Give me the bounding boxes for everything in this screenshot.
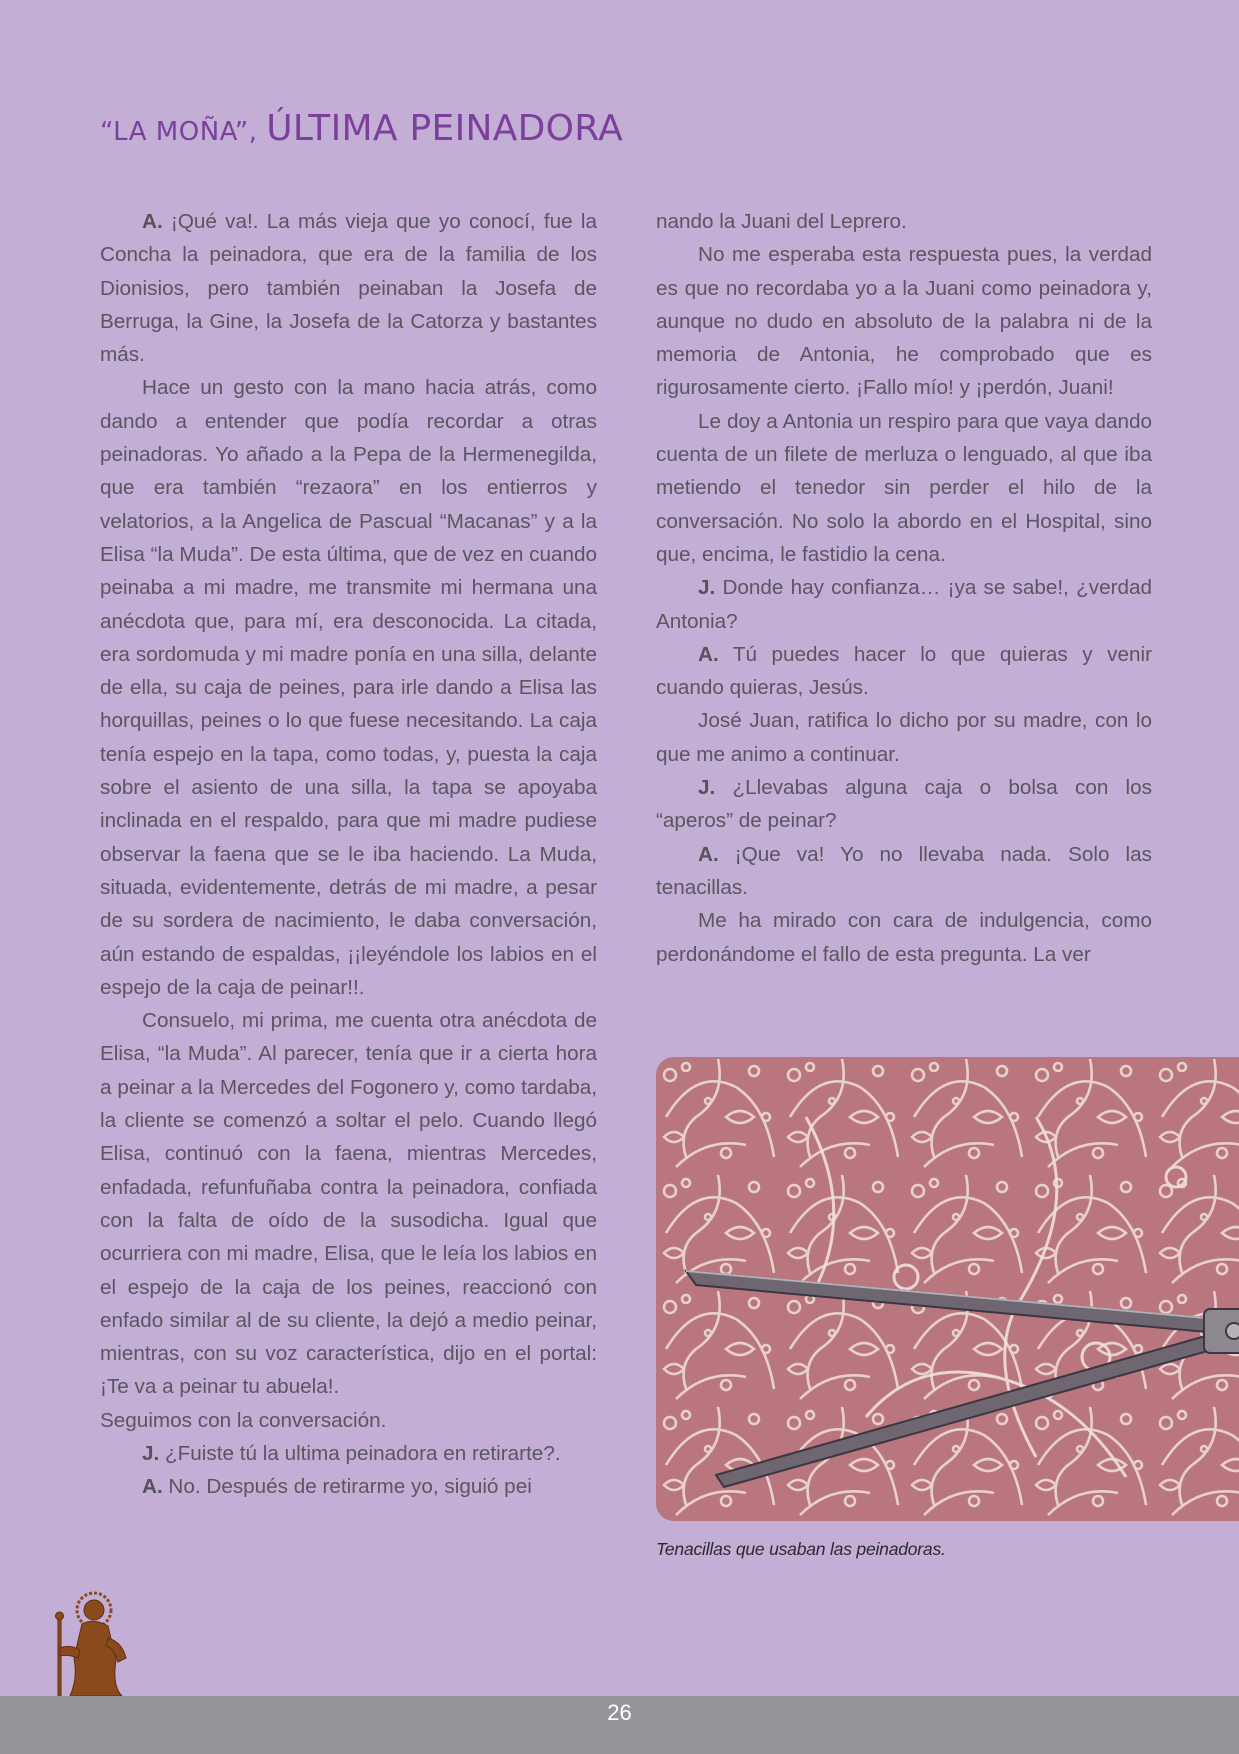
paragraph <box>656 638 1152 705</box>
speaker-label: J. <box>698 776 716 800</box>
saint-emblem-icon <box>52 1588 136 1698</box>
paragraph-text: No. Después de retirarme yo, siguió pei <box>162 1475 532 1499</box>
title-main: ÚLTIMA PEINADORA <box>266 108 624 149</box>
paragraph <box>100 371 597 1004</box>
paragraph <box>100 1470 597 1503</box>
paragraph-text: ¿Fuiste tú la ultima peinadora en retirarte?. <box>159 1441 561 1465</box>
paragraph <box>100 1004 597 1404</box>
paragraph-text: José Juan, ratifica lo dicho por su madre, con lo que me animo a continuar. <box>656 709 1152 766</box>
tenacillas-photo <box>656 1057 1239 1521</box>
paragraph <box>100 205 597 371</box>
speaker-label: A. <box>698 842 719 866</box>
speaker-label: A. <box>142 1475 163 1499</box>
paragraph-text: Donde hay confianza… ¡ya se sabe!, ¿verdad Antonia? <box>656 576 1152 633</box>
tenacillas-illustration <box>656 1057 1239 1521</box>
paragraph-text: ¿Llevabas alguna caja o bolsa con los “aperos” de peinar? <box>656 776 1152 833</box>
paragraph-text: nando la Juani del Leprero. <box>656 210 907 233</box>
paragraph-text: Le doy a Antonia un respiro para que vaya dando cuenta de un filete de merluza o lenguado, al que iba metiendo el tenedor sin perder el hilo de la conversación. No solo la abordo en el Hospital, sino que, encima, le fastidio la cena. <box>656 409 1152 566</box>
paragraph <box>656 704 1152 771</box>
paragraph-text: ¡Qué va!. La más vieja que yo conocí, fue la Concha la peinadora, que era de la familia de los Dionisios, pero también peinaban la Josefa de Berruga, la Gine, la Josefa de la Catorza y bastantes más. <box>100 210 597 367</box>
paragraph <box>656 571 1152 638</box>
paragraph-text: Consuelo, mi prima, me cuenta otra anécdota de Elisa, “la Muda”. Al parecer, tenía que ir a cierta hora a peinar a la Mercedes del Fogonero y, como tardaba, la cliente se comenzó a soltar el pelo. Cuando llegó Elisa, continuó con la faena, mientras Mercedes, enfadada, refunfuñaba contra la peinadora, confiada con la falta de oído de la susodicha. Igual que ocurriera con mi madre, Elisa, que le leía los labios en el espejo de la caja de los peines, reaccionó con enfado similar al de su cliente, la dejó a medio peinar, mientras, con su voz característica, dijo en el portal: ¡Te va a peinar tu abuela!. <box>100 1009 597 1399</box>
speaker-label: J. <box>142 1441 160 1465</box>
left-column <box>100 205 597 1504</box>
speaker-label: J. <box>698 576 716 600</box>
paragraph <box>656 904 1152 971</box>
paragraph <box>656 838 1152 905</box>
paragraph-text: ¡Que va! Yo no llevaba nada. Solo las tenacillas. <box>656 842 1152 899</box>
paragraph <box>100 1437 597 1470</box>
figure-caption: Tenacillas que usaban las peinadoras. <box>656 1539 946 1559</box>
paragraph <box>656 205 1152 238</box>
paragraph <box>100 1404 597 1437</box>
paragraph <box>656 405 1152 571</box>
paragraph-text: Hace un gesto con la mano hacia atrás, como dando a entender que podía recordar a otras peinadoras. Yo añado a la Pepa de la Hermenegilda, que era también “rezaora” en los entierros y velatorios, a la Angelica de Pascual “Macanas” y a la Elisa “la Muda”. De esta última, que de vez en cuando peinaba a mi madre, me transmite mi hermana una anécdota que, para mí, era desconocida. La citada, era sordomuda y mi madre ponía en una silla, delante de ella, su caja de peines, para irle dando a Elisa las horquillas, peines o lo que fuese necesitando. La caja tenía espejo en la tapa, como todas, y, puesta la caja sobre el asiento de una silla, la tapa se apoyaba inclinada en el respaldo, para que mi madre pudiese observar la faena que se le iba haciendo. La Muda, situada, evidentemente, detrás de mi madre, a pesar de su sordera de nacimiento, le daba conversación, aún estando de espaldas, ¡¡leyéndole los labios en el espejo de la caja de peinar!!. <box>100 376 597 999</box>
title-prefix: “LA MOÑA”, <box>100 117 267 147</box>
paragraph <box>656 771 1152 838</box>
right-column <box>656 205 1152 971</box>
page-number: 26 <box>607 1700 632 1725</box>
paragraph <box>656 238 1152 404</box>
paragraph-text: Tú puedes hacer lo que quieras y venir cuando quieras, Jesús. <box>656 642 1152 700</box>
paragraph-text: No me esperaba esta respuesta pues, la verdad es que no recordaba yo a la Juani como peinadora y, aunque no dudo en absoluto de la palabra ni de la memoria de Antonia, he comprobado que es rigurosamente cierto. ¡Fallo mío! y ¡perdón, Juani! <box>656 243 1152 400</box>
speaker-label: A. <box>698 642 719 666</box>
paragraph-text: Me ha mirado con cara de indulgencia, como perdonándome el fallo de esta pregunta. La ver <box>656 909 1152 966</box>
page-title <box>100 108 623 149</box>
speaker-label: A. <box>142 210 163 233</box>
paragraph-text: Seguimos con la conversación. <box>100 1408 387 1432</box>
